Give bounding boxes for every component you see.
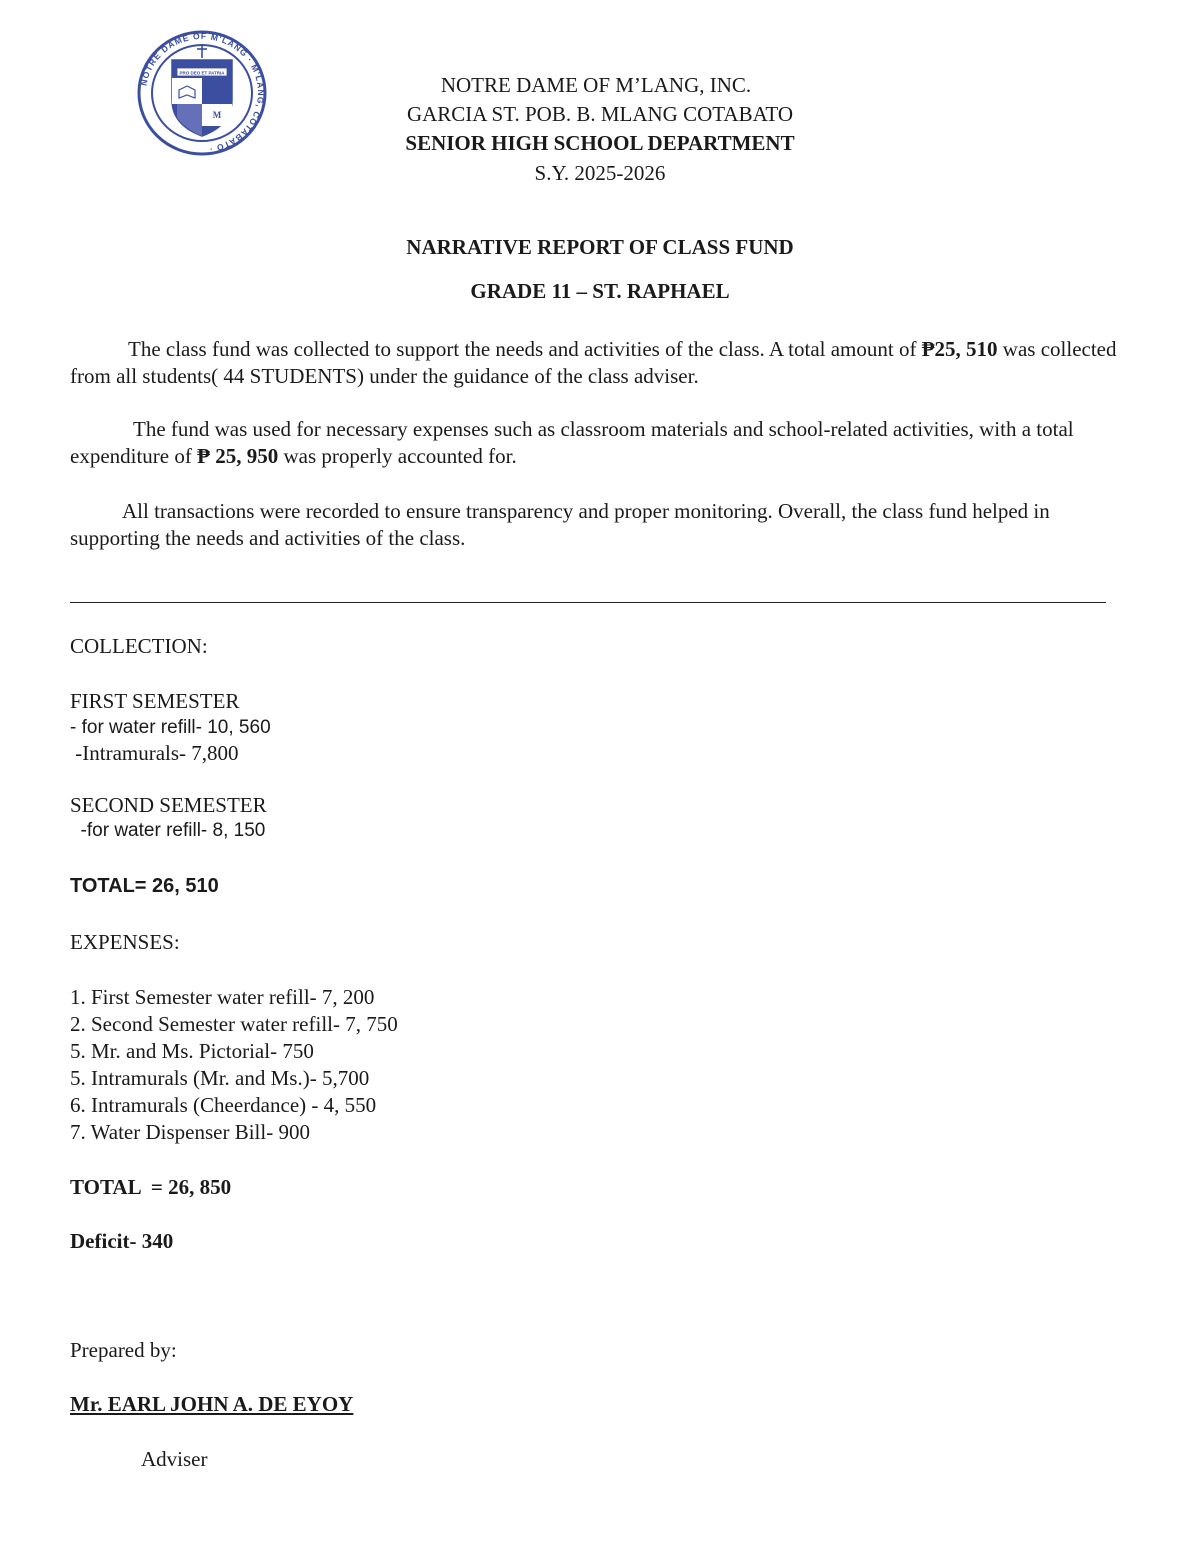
expenses-heading: EXPENSES: — [70, 930, 180, 954]
expenses-total: TOTAL = 26, 850 — [70, 1175, 232, 1199]
expenditure-amount: ₱ 25, 950 — [197, 444, 279, 468]
paragraph-transparency: All transactions were recorded to ensure transparency and proper monitoring. Overall, the class fund helped in supporting the needs and activities of the class. — [70, 499, 1050, 550]
collection-total: TOTAL= 26, 510 — [70, 875, 219, 897]
collection-heading: COLLECTION: — [70, 634, 208, 658]
seal-banner-text: PRO DEO ET PATRIA — [179, 70, 225, 76]
first-semester-item-intramurals: -Intramurals- 7,800 — [70, 741, 239, 765]
deficit: Deficit- 340 — [70, 1229, 174, 1253]
paragraph-expenditure: The fund was used for necessary expenses such as classroom materials and school-related activities, with a total expenditure of ₱ 25, 950 was properly accounted for. — [70, 417, 1074, 468]
first-semester-item-water: - for water refill- 10, 560 — [70, 717, 271, 738]
report-title: NARRATIVE REPORT OF CLASS FUND — [406, 235, 794, 259]
expense-item: 2. Second Semester water refill- 7, 750 — [70, 1012, 398, 1036]
expense-item: 5. Mr. and Ms. Pictorial- 750 — [70, 1039, 314, 1063]
school-address: GARCIA ST. POB. B. MLANG COTABATO — [406, 102, 794, 126]
seal-ring-text: NOTRE DAME OF M'LANG · M'LANG, COTABATO · — [138, 30, 267, 155]
adviser-role: Adviser — [141, 1447, 208, 1471]
first-semester-heading: FIRST SEMESTER — [70, 689, 240, 713]
school-name: NOTRE DAME OF M’LANG, INC. — [440, 73, 752, 97]
expense-item: 5. Intramurals (Mr. and Ms.)- 5,700 — [70, 1066, 370, 1090]
school-year: S.Y. 2025-2026 — [534, 161, 666, 185]
report-subtitle: GRADE 11 – ST. RAPHAEL — [470, 279, 730, 303]
expense-item: 7. Water Dispenser Bill- 900 — [70, 1120, 310, 1144]
adviser-name: Mr. EARL JOHN A. DE EYOY — [70, 1392, 354, 1416]
expense-item: 6. Intramurals (Cheerdance) - 4, 550 — [70, 1093, 377, 1117]
divider-line — [70, 602, 1106, 603]
prepared-by-label: Prepared by: — [70, 1338, 177, 1362]
paragraph-collection: The class fund was collected to support the needs and activities of the class. A total amount of ₱25, 510 was collected from all students( 44 STUDENTS) under the guidance of the class adviser. — [70, 337, 1117, 388]
department-name: SENIOR HIGH SCHOOL DEPARTMENT — [405, 131, 795, 155]
second-semester-heading: SECOND SEMESTER — [70, 793, 267, 817]
expense-item: 1. First Semester water refill- 7, 200 — [70, 985, 375, 1009]
svg-text:M: M — [212, 110, 222, 120]
collection-amount: ₱25, 510 — [921, 337, 998, 361]
second-semester-item-water: -for water refill- 8, 150 — [70, 820, 266, 841]
